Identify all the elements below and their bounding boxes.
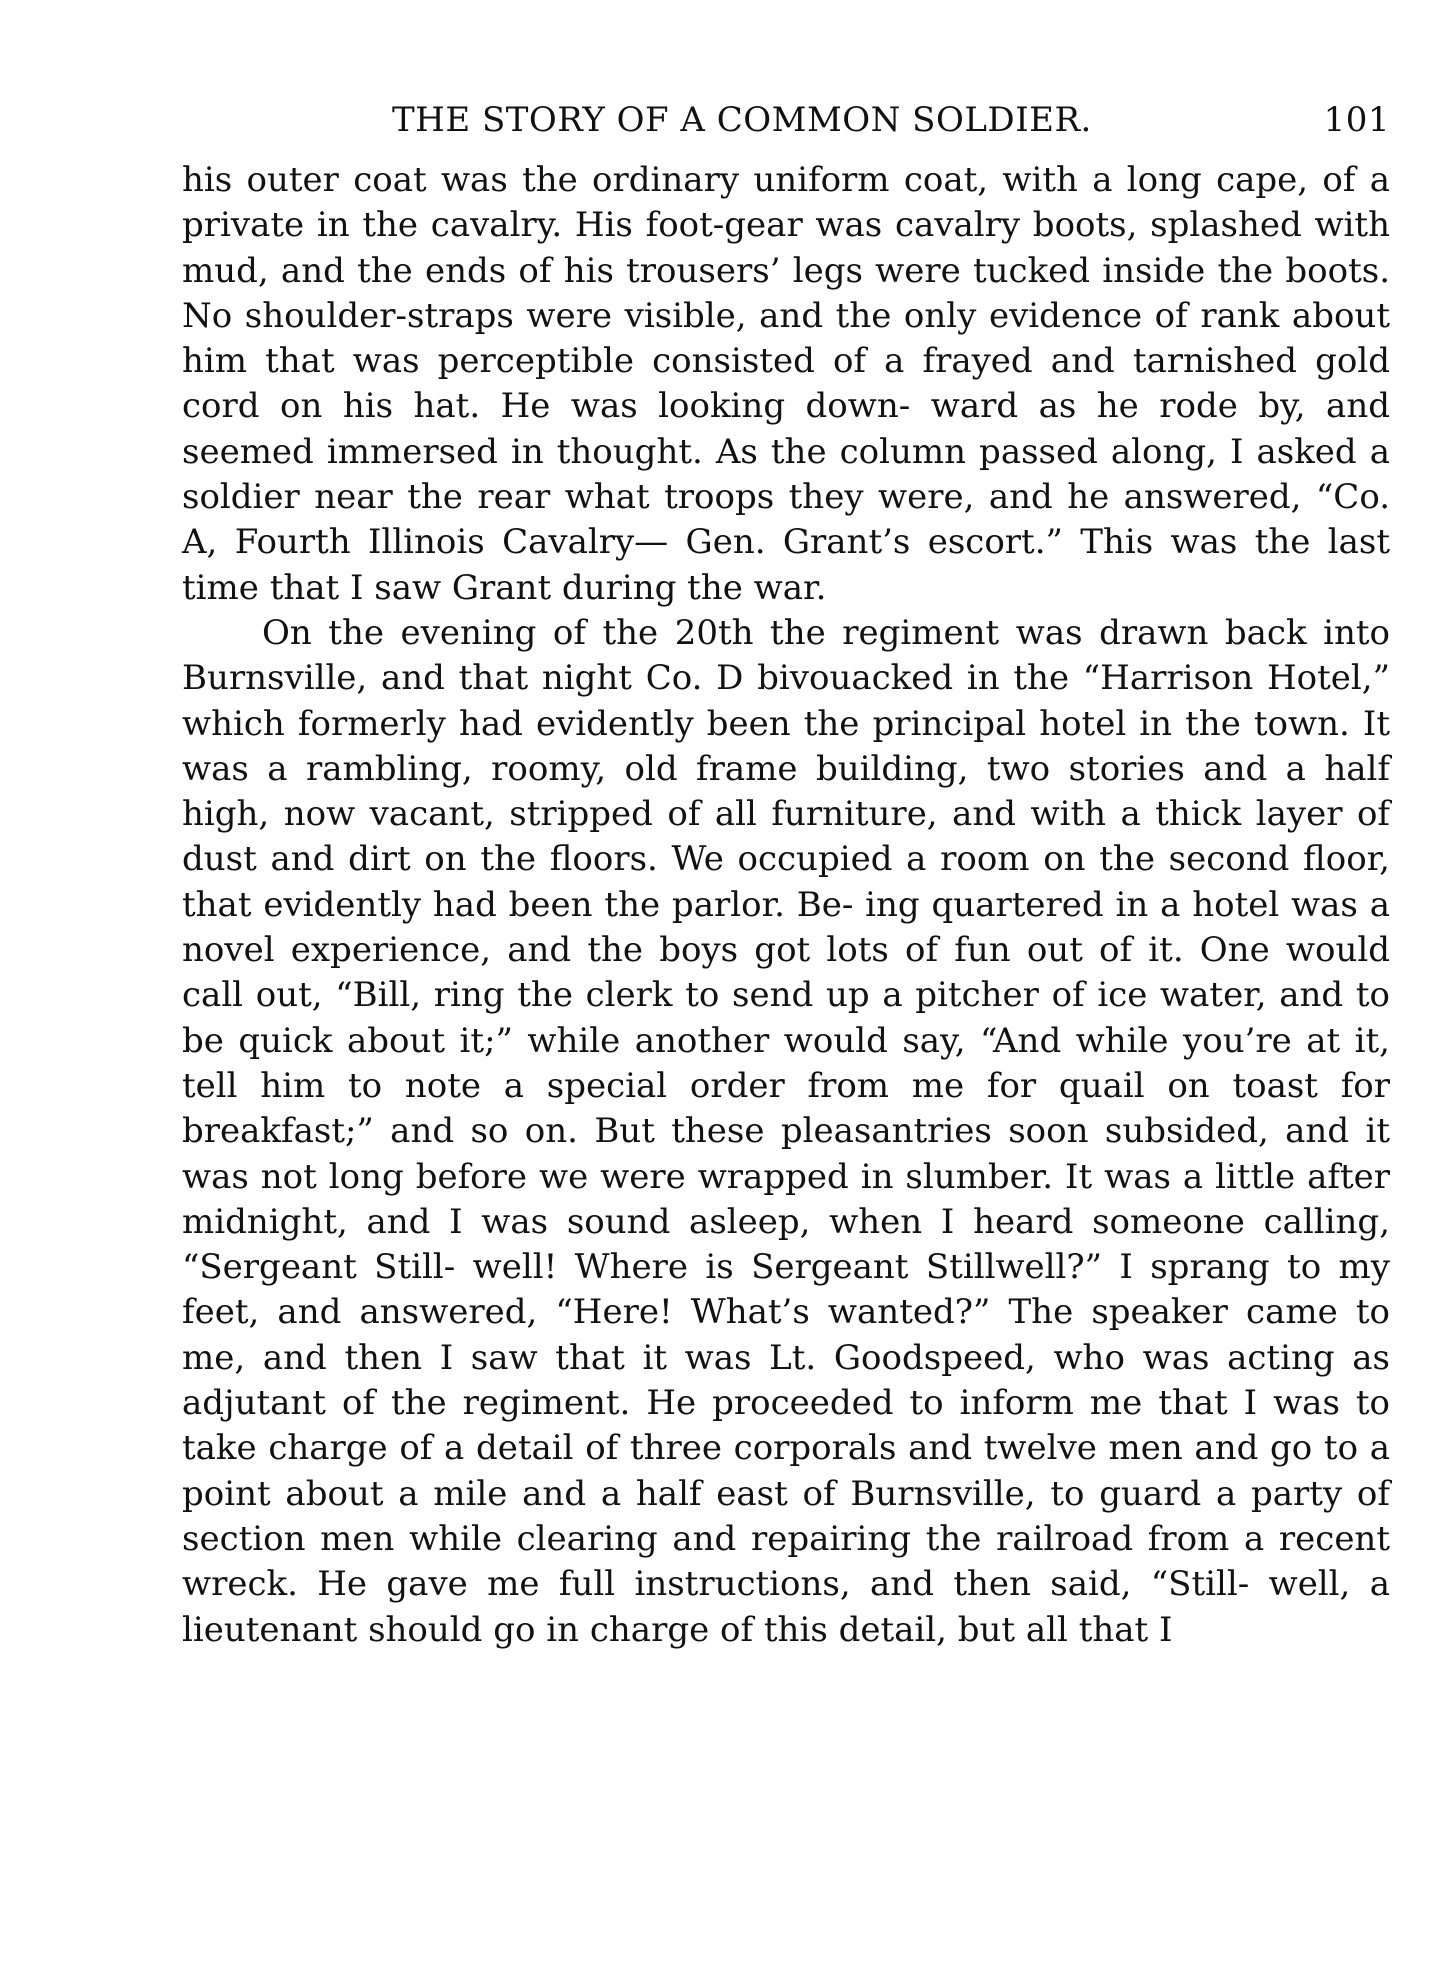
page-number: 101 <box>1323 100 1390 140</box>
paragraph-continued: his outer coat was the ordinary uniform coat, with a long cape, of a private in the cavalry. His foot-gear was cavalry boots, splashed with mud, and the ends of his trousers’ legs were tucked inside the boots. No shoulder-straps were visible, and the only evidence of rank about him that was perceptible consisted of a frayed and tarnished gold cord on his hat. He was looking down- ward as he rode by, and seemed immersed in thought. As the column passed along, I asked a soldier near the rear what troops they were, and he answered, “Co. A, Fourth Illinois Cavalry— Gen. Grant’s escort.” This was the last time that I saw Grant during the war. <box>182 160 1390 608</box>
paragraph: On the evening of the 20th the regiment was drawn back into Burnsville, and that night Co. D bivouacked in the “Harrison Hotel,” which formerly had evidently been the principal hotel in the town. It was a rambling, roomy, old frame building, two stories and a half high, now vacant, stripped of all furniture, and with a thick layer of dust and dirt on the floors. We occupied a room on the second floor, that evidently had been the parlor. Be- ing quartered in a hotel was a novel experience, and the boys got lots of fun out of it. One would call out, “Bill, ring the clerk to send up a pitcher of ice water, and to be quick about it;” while another would say, “And while you’re at it, tell him to note a special order from me for quail on toast for breakfast;” and so on. But these pleasantries soon subsided, and it was not long before we were wrapped in slumber. It was a little after midnight, and I was sound asleep, when I heard someone calling, “Sergeant Still- well! Where is Sergeant Stillwell?” I sprang to my feet, and answered, “Here! What’s wanted?” The speaker came to me, and then I saw that it was Lt. Goodspeed, who was acting as adjutant of the regiment. He proceeded to inform me that I was to take charge of a detail of three corporals and twelve men and go to a point about a mile and a half east of Burnsville, to guard a party of section men while clearing and repairing the railroad from a recent wreck. He gave me full instructions, and then said, “Still- well, a lieutenant should go in charge of this detail, but all that I <box>182 612 1390 1650</box>
book-page <box>182 100 1390 1653</box>
body-text <box>182 158 1390 1653</box>
running-head: THE STORY OF A COMMON SOLDIER. <box>392 100 1092 140</box>
page-header <box>182 100 1390 154</box>
